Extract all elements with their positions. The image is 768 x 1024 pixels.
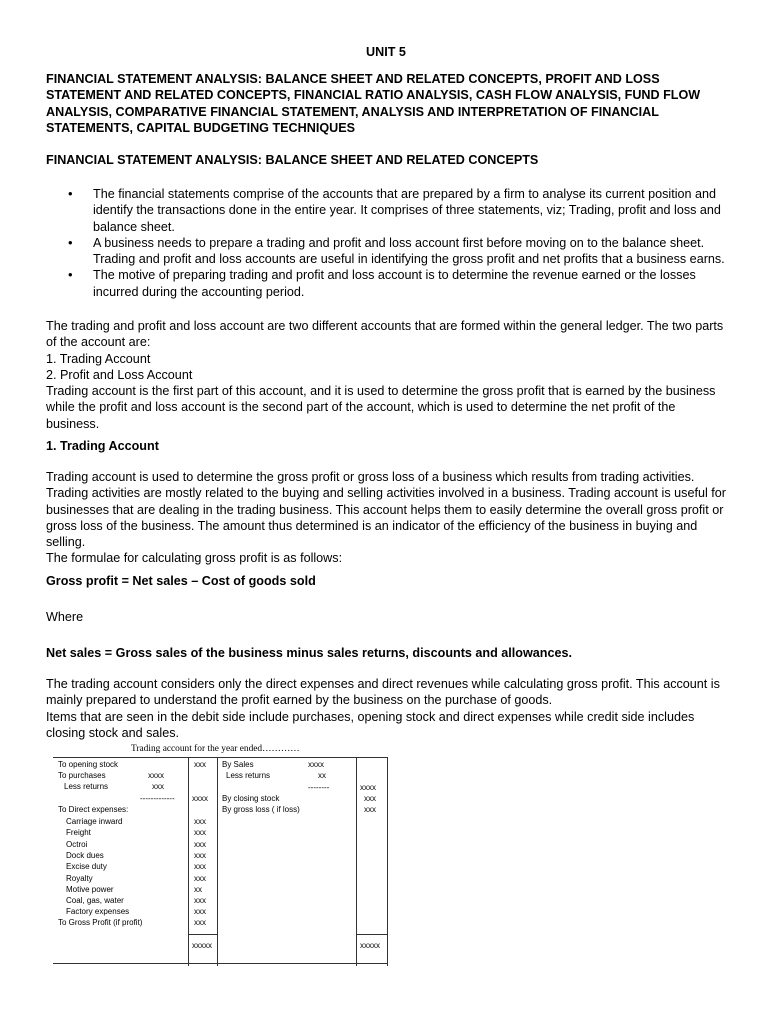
expense-amount: xx [194, 884, 202, 894]
expense-amount: xxx [194, 862, 206, 872]
section-heading: FINANCIAL STATEMENT ANALYSIS: BALANCE SHEET AND RELATED CONCEPTS [46, 153, 539, 167]
intro-block [46, 318, 726, 432]
trading-account-figure [53, 744, 388, 966]
debit-purchases-amount: xxxx [148, 771, 164, 780]
paragraph: The trading and profit and loss account are two different accounts that are formed within the general ledger. The two parts of the account are: [46, 319, 724, 350]
credit-net-sales-amount: xxxx [360, 783, 376, 792]
unit-topics: FINANCIAL STATEMENT ANALYSIS: BALANCE SHEET AND RELATED CONCEPTS, PROFIT AND LOSS STATEMENT AND RELATED CONCEPTS, FINANCIAL RATIO ANALYSIS, CASH FLOW ANALYSIS, FUND FLOW ANALYSIS, COMPARATIVE FINANCIAL STATEMENT, ANALYSIS AND INTERPRETATION OF FINANCIAL STATEMENTS, CAPITAL BUDGETING TECHNIQUES [46, 72, 701, 135]
expense-label: Octroi [66, 839, 88, 849]
debit-total-rule [188, 934, 218, 935]
debit-opening-stock-amount: xxx [194, 760, 206, 769]
credit-total-rule [356, 934, 388, 935]
expense-amount: xxx [194, 817, 206, 826]
expense-amount: xxx [194, 907, 206, 917]
figure-title: Trading account for the year ended………… [131, 744, 300, 754]
credit-total: xxxxx [360, 941, 380, 950]
paragraph: Trading account is used to determine the gross profit or gross loss of a business which results from trading activities. Trading activities are mostly related to the buying and selling activities involved in a business. Trading account is useful for businesses that are dealing in the trading business. This account helps them to easily determine the overall gross profit or gross loss of the business. The amount thus determined is an indicator of the efficiency of the business in buying and selling. [46, 470, 726, 550]
bullet-item: • The motive of preparing trading and profit and loss account is to determine the revenue earned or the losses incurred during the accounting period. [46, 267, 726, 300]
debit-net-purchases-amount: xxxx [192, 794, 208, 803]
table-bottom-rule [53, 963, 388, 964]
credit-less-returns-amount: xx [318, 771, 326, 780]
debit-gross-profit: To Gross Profit (if profit) [58, 918, 143, 927]
unit-title: UNIT 5 [366, 45, 406, 59]
paragraph: Items that are seen in the debit side include purchases, opening stock and direct expenses while credit side includes closing stock and sales. [46, 709, 695, 740]
closing-block [46, 676, 726, 741]
paragraph: The trading account considers only the direct expenses and direct revenues while calculating gross profit. This account is mainly prepared to understand the profit earned by the business on the purchase of goods. [46, 677, 720, 708]
paragraph: Trading account is the first part of this account, and it is used to determine the gross profit that is earned by the business while the profit and loss account is the second part of the account, which is used to determine the net profit of the business. [46, 384, 716, 431]
credit-closing-stock-amount: xxx [364, 794, 376, 803]
debit-dash-rule: ------------- [140, 794, 175, 803]
expense-amount: xxx [194, 896, 206, 906]
where-text: Where [46, 610, 84, 624]
expense-label: Coal, gas, water [66, 896, 124, 906]
debit-less-returns-amount: xxx [152, 782, 164, 791]
gross-profit-formula: Gross profit = Net sales – Cost of goods sold [46, 574, 316, 588]
expense-label: Motive power [66, 884, 114, 894]
expense-label: Factory expenses [66, 907, 130, 917]
expense-label: Freight [66, 828, 91, 838]
credit-closing-stock: By closing stock [222, 794, 280, 803]
bullet-item: • The financial statements comprise of the accounts that are prepared by a firm to analyse its current position and identify the transactions done in the entire year. It comprises of three statements, viz; Trading, profit and loss and balance sheet. [46, 186, 726, 235]
credit-gross-loss-amount: xxx [364, 805, 376, 814]
debit-less-returns: Less returns [64, 782, 109, 791]
expense-label: Royalty [66, 873, 93, 883]
expense-amount: xxx [194, 873, 206, 883]
expense-amount: xxx [194, 839, 206, 849]
bullet-list [46, 186, 726, 300]
expense-label: Excise duty [66, 862, 107, 872]
trading-heading: 1. Trading Account [46, 439, 159, 453]
credit-sales-amount: xxxx [308, 760, 324, 769]
trading-block [46, 469, 726, 567]
debit-direct-expenses: To Direct expenses: [58, 805, 129, 814]
table-top-rule [53, 757, 388, 758]
credit-less-returns: Less returns [226, 771, 271, 780]
expense-amount: xxx [194, 828, 206, 838]
expense-label: Carriage inward [66, 817, 123, 826]
credit-dash-rule: -------- [308, 783, 330, 792]
expense-label: Dock dues [66, 850, 104, 860]
debit-gross-profit-amount: xxx [194, 918, 206, 927]
list-item: 2. Profit and Loss Account [46, 367, 193, 382]
credit-gross-loss: By gross loss ( if loss) [222, 805, 300, 814]
list-item: 1. Trading Account [46, 351, 151, 366]
debit-purchases: To purchases [58, 771, 106, 780]
debit-total: xxxxx [192, 941, 212, 950]
expense-amount: xxx [194, 850, 206, 860]
net-sales-formula: Net sales = Gross sales of the business minus sales returns, discounts and allowances. [46, 646, 572, 660]
bullet-item: • A business needs to prepare a trading and profit and loss account first before moving on to the balance sheet. Trading and profit and loss accounts are useful in identifying the gross profit and net profits that a business earns. [46, 235, 726, 268]
credit-sales: By Sales [222, 760, 254, 769]
debit-opening-stock: To opening stock [58, 760, 119, 769]
paragraph: The formulae for calculating gross profit is as follows: [46, 551, 343, 566]
